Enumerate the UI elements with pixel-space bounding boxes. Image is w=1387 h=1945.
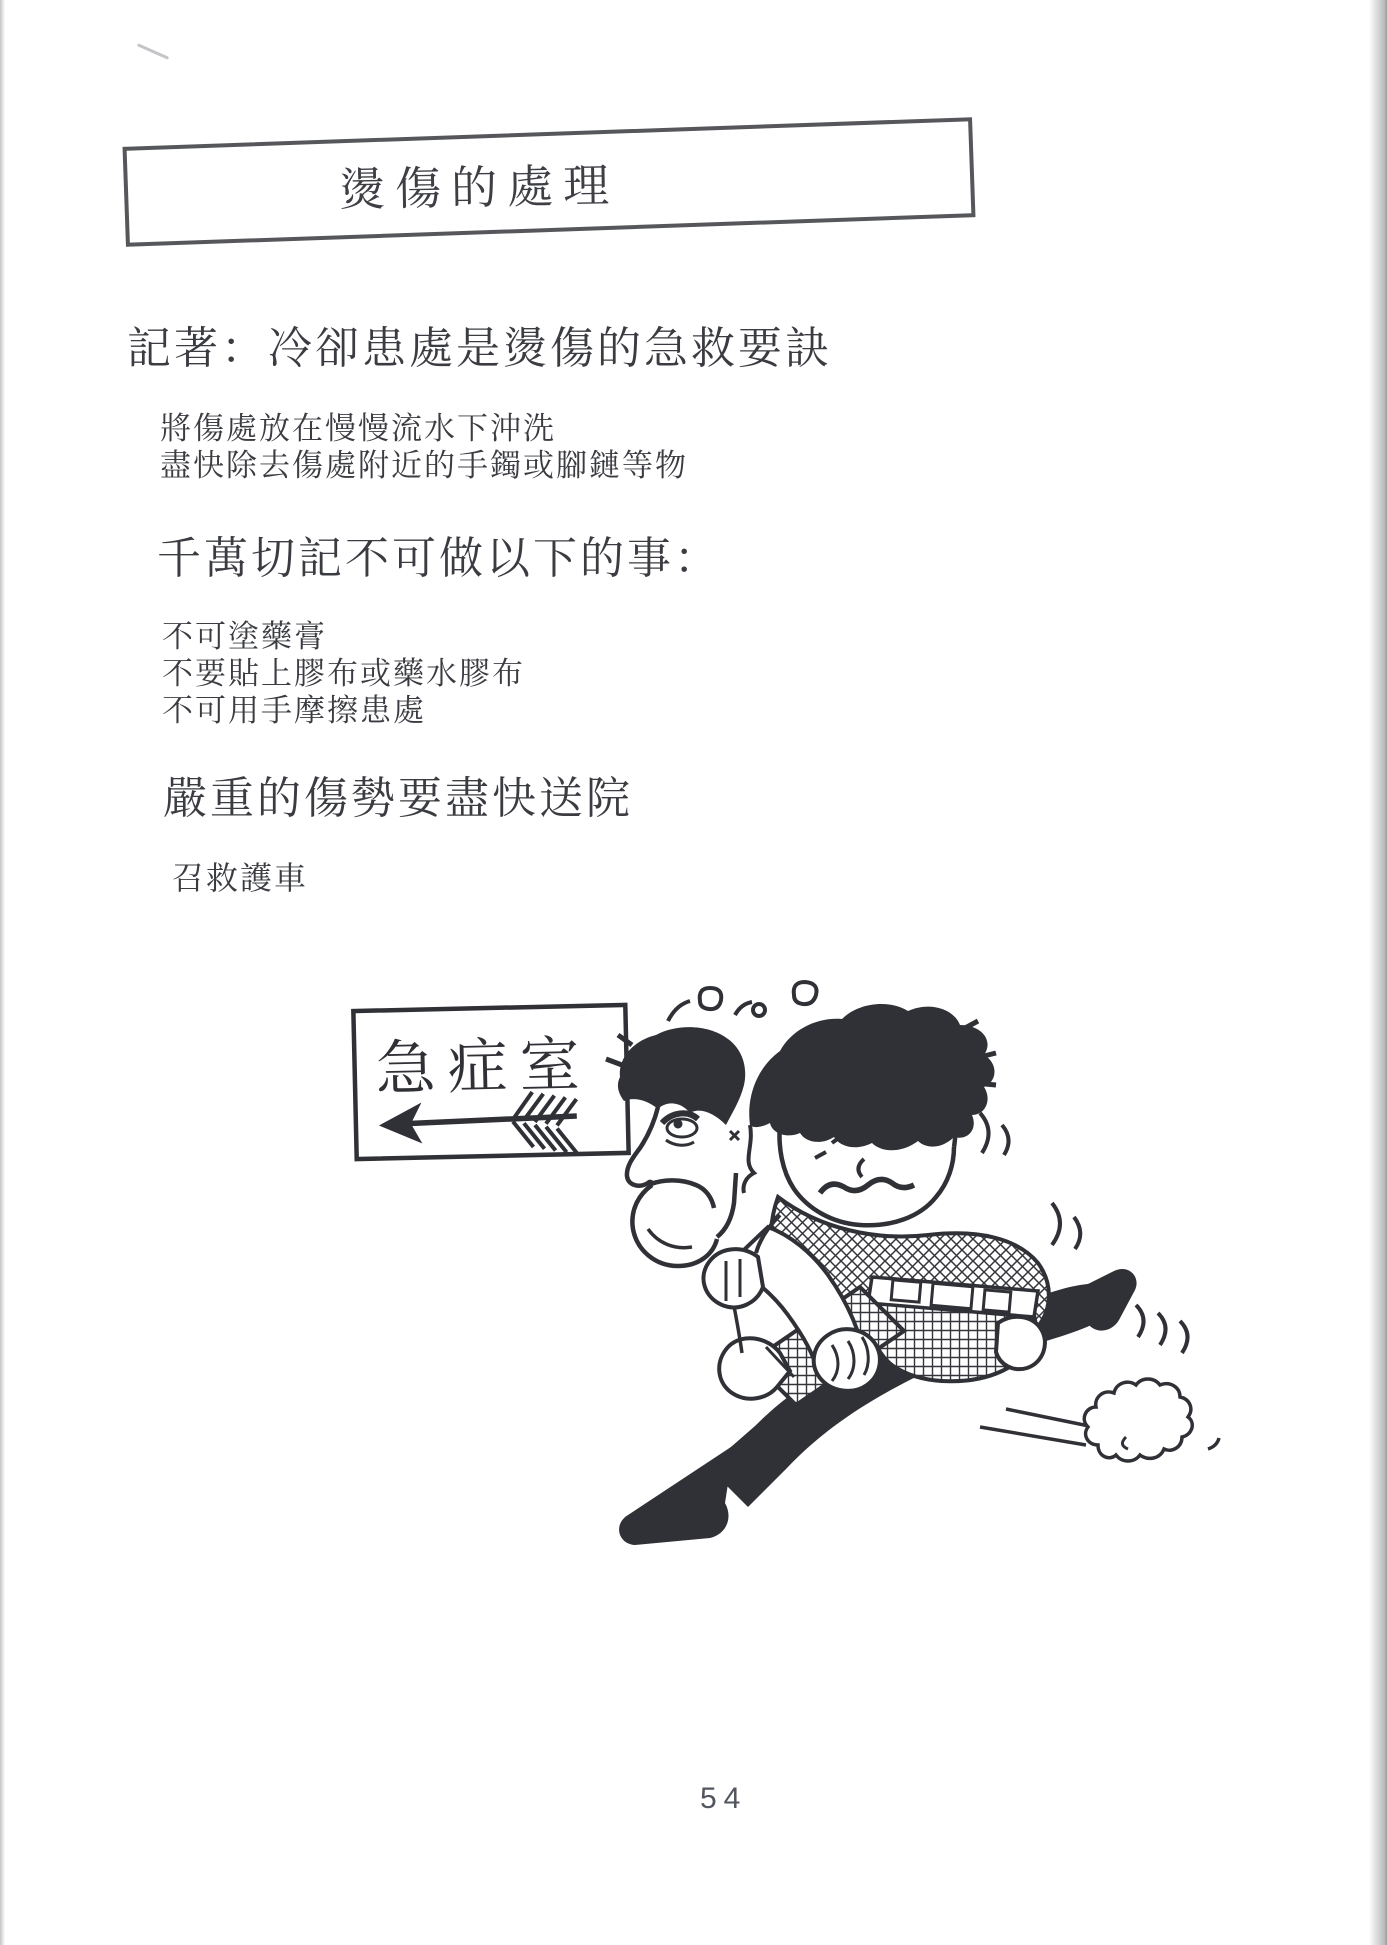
body-line: 不可塗藥膏 bbox=[162, 619, 327, 655]
body-line: 盡快除去傷處附近的手鐲或腳鏈等物 bbox=[160, 448, 688, 484]
section-heading-donts: 千萬切記不可做以下的事： bbox=[157, 533, 721, 584]
title-box bbox=[123, 117, 976, 247]
section-heading-hospital: 嚴重的傷勢要盡快送院 bbox=[163, 773, 633, 824]
emergency-room-sign bbox=[353, 1005, 628, 1159]
page-title: 燙傷的處理 bbox=[338, 158, 620, 217]
sign-label: 急症室 bbox=[374, 1029, 593, 1105]
body-line: 將傷處放在慢慢流水下沖洗 bbox=[160, 411, 556, 447]
scan-stray-mark bbox=[137, 43, 169, 60]
emergency-run-illustration bbox=[280, 975, 1240, 1675]
body-line: 不可用手摩擦患處 bbox=[162, 693, 426, 729]
body-line: 不要貼上膠布或藥水膠布 bbox=[162, 656, 525, 692]
section-heading-cooling: 記著：冷卻患處是燙傷的急救要訣 bbox=[127, 323, 832, 374]
scan-edge-left bbox=[0, 0, 5, 1945]
scan-edge-right bbox=[1369, 0, 1387, 1945]
body-line: 召救護車 bbox=[172, 859, 309, 897]
child-head bbox=[743, 1004, 996, 1225]
page-number: 54 bbox=[700, 1782, 748, 1815]
